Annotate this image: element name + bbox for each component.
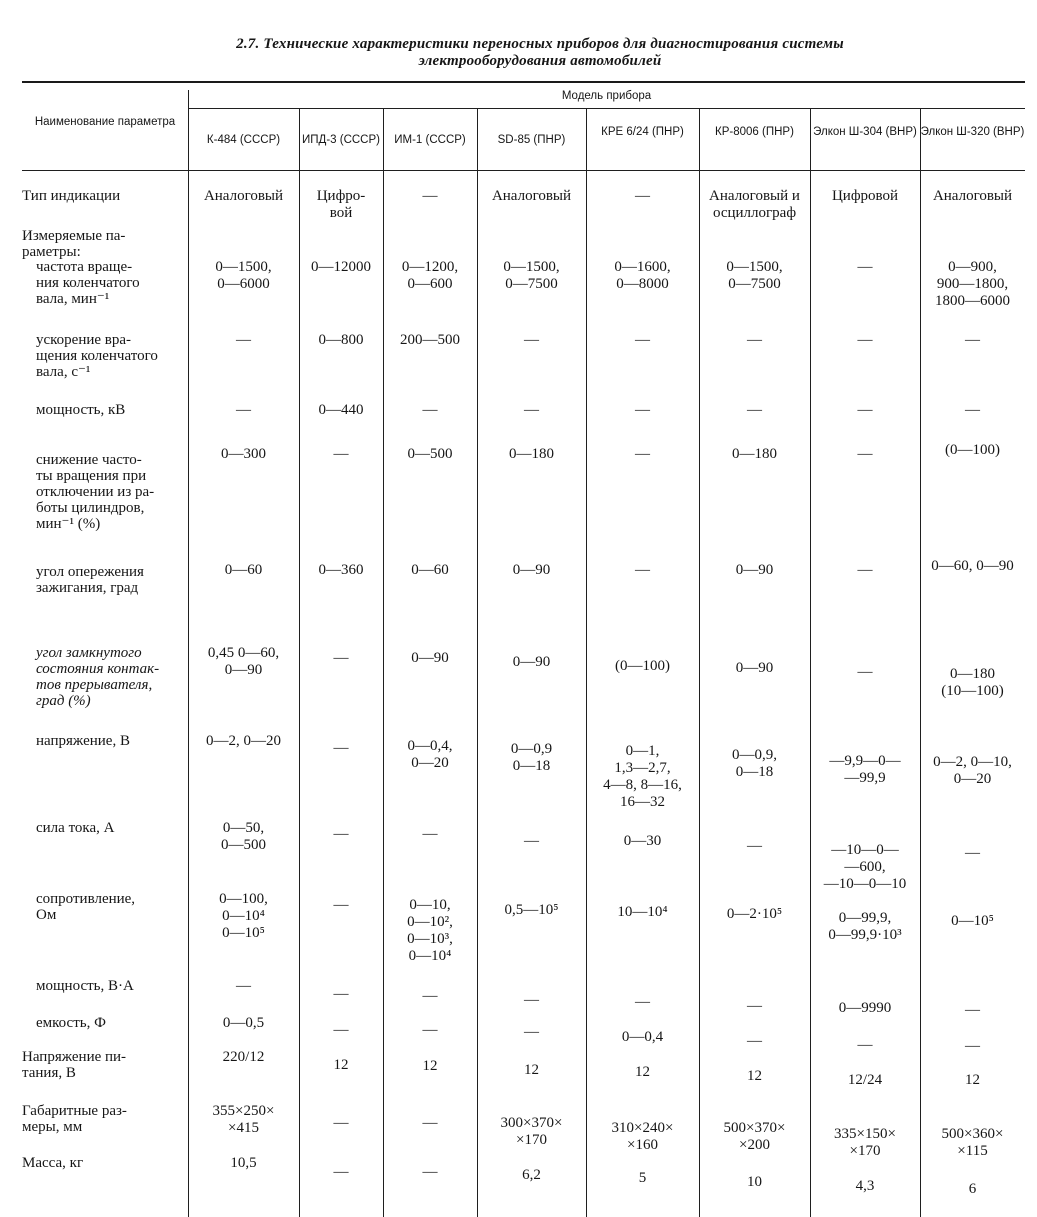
row-label: напряжение, В — [36, 733, 130, 749]
header-model: SD-85 (ПНР) — [497, 134, 566, 146]
header-divider — [188, 108, 1025, 109]
table-cell: — — [524, 1024, 539, 1040]
table-cell: — — [333, 897, 349, 913]
table-cell: 0—1600, 0—8000 — [614, 259, 671, 292]
table-cell: 0—90 — [512, 654, 551, 670]
table-cell: 500×360× ×115 — [941, 1126, 1004, 1159]
table-cell: 0—10⁵ — [951, 913, 994, 929]
table-cell: — — [965, 845, 980, 861]
table-cell: 12 — [747, 1068, 762, 1084]
table-cell: 0,5—10⁵ — [504, 902, 559, 918]
table-cell: 300×370× ×170 — [500, 1115, 563, 1148]
row-label: угол опережения зажигания, град — [36, 564, 144, 596]
table-cell: 5 — [638, 1170, 647, 1186]
row-label: емкость, Ф — [36, 1015, 106, 1031]
table-cell: 0—100, 0—10⁴ 0—10⁵ — [219, 891, 268, 941]
table-cell: — — [747, 998, 762, 1014]
table-cell: 0—800 — [318, 332, 364, 348]
table-cell: — — [857, 664, 873, 680]
table-cell: — — [857, 402, 873, 418]
row-label: Габаритные раз- меры, мм — [22, 1103, 127, 1135]
table-cell: 0—99,9, 0—99,9·10³ — [828, 910, 902, 943]
table-cell: — — [857, 332, 873, 348]
table-cell: 0—90 — [735, 660, 774, 676]
table-cell: — — [635, 446, 650, 462]
table-cell: — — [422, 188, 438, 204]
table-cell: 0—90 — [411, 650, 449, 666]
table-cell: 0—180 (10—100) — [941, 666, 1004, 699]
table-cell: — — [524, 833, 539, 849]
header-model: КР-8006 (ПНР) — [715, 126, 794, 138]
row-label: Тип индикации — [22, 188, 121, 204]
table-cell: —10—0— —600, —10—0—10 — [823, 842, 907, 892]
table-cell: 0—1200, 0—600 — [401, 259, 459, 292]
table-cell: 12 — [965, 1072, 980, 1088]
table-cell: — — [635, 562, 650, 578]
table-cell: — — [422, 826, 438, 842]
header-divider — [22, 170, 1025, 171]
table-cell: 0—2, 0—20 — [206, 733, 281, 749]
table-cell: 0—1500, 0—7500 — [726, 259, 783, 292]
table-cell: — — [333, 740, 349, 756]
table-cell: 0—0,9, 0—18 — [732, 747, 777, 780]
table-cell: 0—90 — [512, 562, 551, 578]
table-cell: 0—90 — [735, 562, 774, 578]
row-label: сопротивление, Ом — [36, 891, 136, 923]
table-cell: 0,45 0—60, 0—90 — [207, 645, 280, 678]
table-cell: 0—10, 0—10², 0—10³, 0—10⁴ — [407, 897, 453, 964]
table-cell: 6 — [968, 1181, 977, 1197]
title-line-1: 2.7. Технические характеристики переносных приборов для диагностирования системы — [236, 36, 844, 52]
table-cell: 12 — [422, 1058, 438, 1074]
table-cell: — — [747, 1033, 762, 1049]
table-cell: — — [524, 992, 539, 1008]
row-label: сила тока, А — [36, 820, 115, 836]
table-cell: — — [236, 402, 251, 418]
table-cell: 12 — [333, 1057, 349, 1073]
table-cell: 0—2·10⁵ — [726, 906, 783, 922]
table-cell: Аналоговый и осциллограф — [709, 188, 800, 221]
table-cell: — — [333, 986, 349, 1002]
table-cell: — — [422, 1115, 438, 1131]
row-label: снижение часто- ты вращения при отключении из ра- боты цилиндров, мин⁻¹ (%) — [36, 452, 155, 532]
table-cell: 10—10⁴ — [617, 904, 668, 920]
table-cell: 4,3 — [855, 1178, 875, 1194]
table-cell: — — [333, 1164, 349, 1180]
table-cell: (0—100) — [615, 658, 670, 674]
table-cell: — — [422, 1022, 438, 1038]
table-cell: — — [524, 402, 539, 418]
row-label: угол замкнутого состояния контак- тов прерывателя, град (%) — [36, 645, 160, 709]
table-cell: — — [635, 402, 650, 418]
table-cell: — — [333, 1115, 349, 1131]
table-cell: — — [857, 446, 873, 462]
table-cell: 0—2, 0—10, 0—20 — [933, 754, 1012, 787]
table-cell: — — [635, 188, 650, 204]
header-model: Элкон Ш-304 (ВНР) — [813, 126, 917, 138]
table-cell: — — [333, 826, 349, 842]
table-cell: Цифро- вой — [316, 188, 366, 221]
table-cell: 0—300 — [221, 446, 266, 462]
table-cell: 12/24 — [847, 1072, 883, 1088]
table-cell: 0—50, 0—500 — [221, 820, 266, 853]
table-cell: — — [333, 650, 349, 666]
table-cell: 0—9990 — [838, 1000, 892, 1016]
table-cell: 500×370× ×200 — [723, 1120, 786, 1153]
table-cell: — — [857, 259, 873, 275]
table-cell: — — [635, 332, 650, 348]
table-cell: 220/12 — [222, 1049, 265, 1065]
table-cell: 0—0,4, 0—20 — [407, 738, 453, 771]
table-cell: — — [857, 562, 873, 578]
table-cell: — — [236, 332, 251, 348]
table-cell: 12 — [524, 1062, 539, 1078]
table-cell: 0—12000 — [311, 259, 371, 275]
table-cell: 0—1500, 0—7500 — [503, 259, 560, 292]
table-cell: — — [965, 1002, 980, 1018]
row-label: Напряжение пи- тания, В — [22, 1049, 127, 1081]
table-cell: — — [422, 1164, 438, 1180]
table-top-rule — [22, 81, 1025, 83]
table-cell: —9,9—0— —99,9 — [829, 753, 901, 786]
table-cell: 0—900, 900—1800, 1800—6000 — [935, 259, 1010, 309]
table-cell: — — [965, 402, 980, 418]
table-cell: 310×240× ×160 — [611, 1120, 674, 1153]
table-cell: 0—60 — [411, 562, 449, 578]
table-cell: — — [236, 978, 251, 994]
table-cell: 0—180 — [732, 446, 777, 462]
table-cell: 0—60 — [224, 562, 263, 578]
row-label: частота враще- ния коленчатого вала, мин⁻¹ — [36, 259, 140, 307]
table-cell: 200—500 — [400, 332, 460, 348]
table-cell: Цифровой — [831, 188, 899, 204]
table-cell: — — [965, 332, 980, 348]
row-label: мощность, В·А — [36, 978, 134, 994]
table-cell: 0—1, 1,3—2,7, 4—8, 8—16, 16—32 — [603, 743, 682, 810]
header-model-group: Модель прибора — [561, 90, 652, 102]
table-cell: 10,5 — [230, 1155, 257, 1171]
table-cell: — — [333, 446, 349, 462]
table-cell: Аналоговый — [491, 188, 572, 204]
table-cell: 0—0,5 — [222, 1015, 265, 1031]
table-cell: — — [747, 838, 762, 854]
table-cell: 0—360 — [318, 562, 364, 578]
table-cell: 0—30 — [623, 833, 662, 849]
row-label: Измеряемые па- раметры: — [22, 228, 126, 260]
table-cell: 0—1500, 0—6000 — [215, 259, 272, 292]
header-model: К-484 (СССР) — [206, 134, 281, 146]
table-cell: — — [747, 402, 762, 418]
row-label: мощность, кВ — [36, 402, 126, 418]
header-param-name: Наименование параметра — [34, 116, 176, 128]
table-title — [130, 36, 950, 70]
table-cell: Аналоговый — [932, 188, 1013, 204]
table-cell: 0—440 — [318, 402, 364, 418]
table-cell: 335×150× ×170 — [834, 1126, 896, 1159]
table-cell: — — [747, 332, 762, 348]
table-cell: 12 — [635, 1064, 650, 1080]
header-model: ИПД-3 (СССР) — [302, 134, 380, 146]
row-label: ускорение вра- щения коленчатого вала, с⁻¹ — [36, 332, 158, 380]
table-cell: 6,2 — [522, 1167, 541, 1183]
table-cell: 0—0,9 0—18 — [510, 741, 553, 774]
table-cell: — — [422, 402, 438, 418]
table-cell: 10 — [747, 1174, 762, 1190]
table-cell: Аналоговый — [203, 188, 284, 204]
title-line-2: электрооборудования автомобилей — [418, 53, 662, 69]
header-model: ИМ-1 (СССР) — [394, 134, 466, 146]
table-cell: 0—0,4 — [621, 1029, 664, 1045]
header-model: Элкон Ш-320 (ВНР) — [920, 126, 1025, 138]
table-cell: — — [635, 994, 650, 1010]
table-cell: — — [333, 1022, 349, 1038]
table-cell: 0—180 — [509, 446, 554, 462]
table-cell: — — [857, 1037, 873, 1053]
table-cell: 355×250× ×415 — [212, 1103, 275, 1136]
table-cell: — — [422, 988, 438, 1004]
table-cell: (0—100) — [945, 442, 1000, 458]
table-cell: 0—60, 0—90 — [931, 558, 1014, 574]
table-cell: 0—500 — [407, 446, 453, 462]
row-label: Масса, кг — [22, 1155, 84, 1171]
table-cell: — — [524, 332, 539, 348]
header-model: КРЕ 6/24 (ПНР) — [601, 126, 684, 138]
table-cell: — — [965, 1038, 980, 1054]
